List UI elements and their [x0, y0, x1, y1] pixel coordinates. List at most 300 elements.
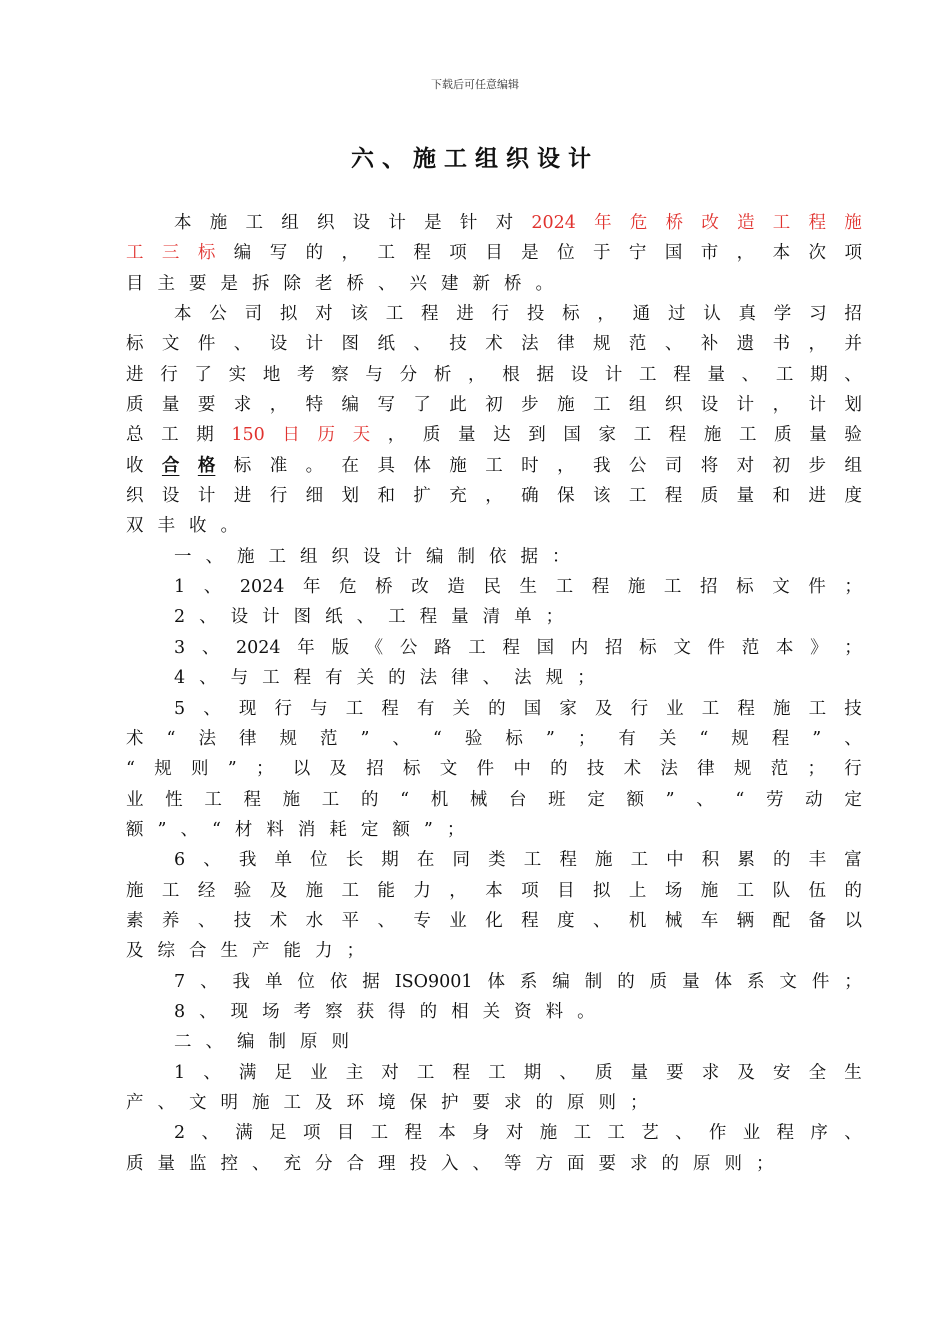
text-char: 图 [341, 334, 360, 355]
text-char: 针 [459, 213, 478, 233]
text-char: 与 [230, 668, 249, 689]
text-char: 术 [126, 728, 144, 749]
text-char: ， [449, 880, 467, 901]
text-char: 监 [189, 1153, 207, 1174]
text-char: 工 [485, 455, 503, 476]
text-char: 要 [666, 1062, 684, 1083]
text-char: 及 [737, 1062, 755, 1083]
text-char: 1 [174, 577, 186, 598]
text-char: 本 [772, 243, 791, 264]
text-char: ” [423, 819, 433, 840]
text-char: 年 [302, 577, 321, 598]
text-char: ； [545, 607, 564, 628]
text-char: 。 [220, 516, 238, 537]
text-char: 拟 [279, 304, 298, 325]
text-char: 国 [536, 637, 555, 658]
text-char: 拆 [252, 273, 270, 294]
highlight-text: 历 [317, 425, 336, 446]
text-char: 目 [126, 273, 144, 294]
text-char: 工 [468, 637, 486, 658]
text-char: 。 [535, 273, 553, 294]
text-line [126, 238, 862, 268]
text-char: 度 [844, 486, 862, 507]
text-char: 位 [310, 850, 328, 871]
text-line [126, 815, 862, 845]
text-char: 工 [630, 850, 649, 871]
text-char: 设 [363, 546, 381, 567]
text-char: 司 [244, 304, 263, 325]
text-char: 生 [220, 941, 238, 962]
text-line [126, 997, 862, 1027]
text-char: ， [736, 243, 755, 264]
text-char: 以 [292, 759, 311, 780]
text-char: 行 [844, 759, 862, 780]
text-char: 、 [741, 364, 760, 385]
text-line [126, 602, 862, 632]
text-line [126, 694, 862, 724]
text-char: 本 [485, 880, 503, 901]
text-char: 规 [592, 334, 611, 355]
text-char: 备 [808, 910, 827, 931]
text-char: 械 [664, 910, 683, 931]
text-char: 期 [810, 364, 828, 385]
text-char: 清 [482, 607, 501, 628]
text-char: 目 [485, 243, 503, 264]
text-char: 期 [381, 850, 399, 871]
text-char: 标 [126, 334, 144, 355]
text-char: ； [844, 971, 862, 992]
text-char: 要 [197, 395, 216, 416]
text-char: 施 [539, 1123, 558, 1144]
text-char: 要 [472, 1092, 490, 1113]
text-char: 施 [305, 880, 324, 901]
text-char: 组 [844, 455, 862, 476]
text-char: 境 [378, 1092, 396, 1113]
text-char: 产 [252, 941, 270, 962]
text-char: 设 [269, 334, 288, 355]
text-char: 富 [844, 850, 862, 871]
text-char: 律 [451, 668, 469, 689]
text-char: 书 [772, 334, 791, 355]
text-char: 公 [209, 304, 227, 325]
text-char: 计 [604, 364, 623, 385]
text-char: 足 [269, 1123, 287, 1144]
text-char: 施 [773, 698, 791, 719]
text-char: 市 [700, 243, 719, 264]
text-char: 本 [174, 304, 192, 325]
text-char: 的 [360, 789, 379, 810]
text-char: 项 [302, 1123, 321, 1144]
text-char: 、 [205, 1032, 223, 1053]
text-char: 对 [495, 213, 514, 233]
text-char: 工 [341, 880, 360, 901]
text-line [126, 724, 862, 754]
text-char: 范 [628, 334, 647, 355]
text-char: 程 [502, 637, 520, 658]
highlight-text: 危 [629, 213, 648, 233]
text-line [126, 1058, 862, 1088]
text-char: ， [468, 364, 486, 385]
text-char: 施 [126, 880, 144, 901]
text-char: 件 [811, 971, 830, 992]
text-char: 理 [378, 1153, 396, 1174]
text-char: 以 [844, 910, 862, 931]
text-char: 工 [573, 1123, 592, 1144]
text-char: 于 [592, 243, 611, 264]
text-char: 体 [714, 971, 732, 992]
text-char: 单 [274, 850, 292, 871]
highlight-text: 日 [282, 425, 300, 446]
text-char: 标 [505, 728, 523, 749]
text-char: 工 [523, 850, 542, 871]
text-char: 施 [703, 425, 722, 446]
text-char: 专 [413, 910, 431, 931]
text-char: 将 [700, 455, 719, 476]
text-char: 、 [252, 1153, 270, 1174]
text-char: 期 [523, 1062, 542, 1083]
text-char: 体 [487, 971, 505, 992]
text-char: 质 [774, 425, 792, 446]
text-char: 招 [844, 304, 862, 325]
text-char: 身 [472, 1123, 490, 1144]
text-line [126, 572, 862, 602]
document-body [126, 208, 862, 1179]
text-char: 对 [736, 455, 755, 476]
text-line [126, 754, 862, 784]
text-char: 到 [528, 425, 546, 446]
text-char: 的 [661, 1153, 679, 1174]
text-char: 划 [341, 486, 360, 507]
text-line [126, 633, 862, 663]
text-char: 满 [238, 1062, 257, 1083]
text-line [126, 1088, 862, 1118]
text-line [126, 1149, 862, 1179]
text-char: 定 [844, 789, 862, 810]
text-char: 了 [413, 395, 431, 416]
text-char: 量 [451, 607, 469, 628]
text-char: 标 [562, 304, 580, 325]
text-char: 施 [594, 850, 613, 871]
text-char: 程 [771, 728, 790, 749]
text-char: 求 [504, 1092, 522, 1113]
text-char: 该 [592, 486, 611, 507]
text-line [126, 542, 862, 572]
text-char: 、 [844, 1123, 862, 1144]
text-char: 机 [430, 789, 449, 810]
text-char: 特 [305, 395, 324, 416]
text-char: ， [772, 395, 791, 416]
text-char: 步 [808, 455, 827, 476]
text-char: 版 [331, 637, 349, 658]
text-char: 合 [189, 941, 207, 962]
text-char: ； [630, 1092, 648, 1113]
text-char: 此 [449, 395, 467, 416]
text-char: 及 [315, 1092, 333, 1113]
text-char: ” [157, 819, 167, 840]
text-char: “ [166, 728, 176, 749]
text-char: 工 [161, 425, 179, 446]
text-char: 建 [441, 273, 459, 294]
text-char: 量 [630, 1062, 649, 1083]
text-line [126, 967, 862, 997]
text-char: 工 [639, 364, 657, 385]
text-char: 、 [233, 334, 252, 355]
text-char: 程 [776, 1123, 795, 1144]
text-char: 及 [329, 759, 347, 780]
text-char: 原 [567, 1092, 585, 1113]
text-char: 工 [321, 789, 340, 810]
text-char: 工 [736, 880, 755, 901]
text-char: 范 [770, 759, 789, 780]
text-char: 法 [514, 668, 532, 689]
text-char: 通 [632, 304, 651, 325]
text-char: 我 [238, 850, 257, 871]
text-char: 质 [422, 425, 441, 446]
text-char: 定 [587, 789, 605, 810]
text-char: 并 [844, 334, 862, 355]
text-char: 达 [493, 425, 511, 446]
text-char: 计 [388, 213, 406, 233]
text-char: 则 [724, 1153, 742, 1174]
text-char: 体 [413, 455, 431, 476]
text-char: 技 [844, 698, 862, 719]
text-char: 班 [548, 789, 566, 810]
text-char: 保 [557, 486, 575, 507]
text-char: 程 [452, 1062, 471, 1083]
text-char: 设 [352, 213, 371, 233]
text-char: 验 [464, 728, 483, 749]
text-char: 相 [451, 1001, 469, 1022]
text-char: 施 [209, 213, 228, 233]
text-char: 素 [126, 910, 144, 931]
text-char: 组 [281, 213, 299, 233]
text-char: 程 [381, 698, 399, 719]
text-char: 长 [345, 850, 364, 871]
text-char: 求 [233, 395, 252, 416]
text-char: 编 [237, 1032, 255, 1053]
text-char: 原 [693, 1153, 711, 1174]
text-char: 控 [220, 1153, 238, 1174]
text-char: 程 [668, 425, 687, 446]
text-char: 术 [623, 759, 642, 780]
text-char: 我 [232, 971, 251, 992]
underlined-text: 格 [197, 455, 216, 476]
text-char: 的 [617, 971, 635, 992]
text-char: 进 [233, 486, 252, 507]
text-char: 、 [157, 1092, 175, 1113]
text-line [126, 481, 862, 511]
text-char: 等 [504, 1153, 522, 1174]
text-line [126, 876, 862, 906]
text-char: 程 [673, 364, 691, 385]
text-char: 工 [739, 425, 757, 446]
text-char: 项 [449, 243, 467, 264]
text-line [126, 663, 862, 693]
text-char: 要 [598, 1153, 616, 1174]
text-char: 工 [808, 698, 827, 719]
text-char: 纸 [325, 607, 343, 628]
text-char: 《 [365, 637, 384, 658]
underlined-text: 合 [161, 455, 180, 476]
text-char: 计 [262, 607, 280, 628]
text-char: 路 [434, 637, 452, 658]
text-char: 工 [416, 1062, 435, 1083]
text-char: 步 [521, 395, 539, 416]
text-char: 依 [489, 546, 507, 567]
text-char: 安 [773, 1062, 791, 1083]
text-char: 量 [161, 395, 180, 416]
text-char: 规 [545, 668, 564, 689]
text-char: 劳 [766, 789, 784, 810]
text-char: 是 [220, 273, 238, 294]
text-char: 桥 [346, 273, 364, 294]
text-char: 力 [315, 941, 333, 962]
text-char: 工 [377, 243, 395, 264]
text-char: 1 [174, 1062, 186, 1083]
text-char: 了 [194, 364, 212, 385]
text-char: 考 [293, 1001, 312, 1022]
text-char: 细 [305, 486, 324, 507]
text-char: 编 [426, 546, 444, 567]
text-char: 及 [269, 880, 288, 901]
text-char: 编 [552, 971, 570, 992]
text-char: 合 [346, 1153, 364, 1174]
text-char: 遗 [736, 334, 755, 355]
text-char: 工 [628, 486, 647, 507]
text-char: 业 [310, 1062, 328, 1083]
text-char: 程 [420, 304, 439, 325]
text-char: 习 [809, 304, 827, 325]
text-char: 计 [305, 334, 324, 355]
text-char: 8 [174, 1001, 186, 1022]
text-char: 双 [126, 516, 144, 537]
text-line [126, 390, 862, 420]
text-char: 件 [707, 637, 725, 658]
text-char: 公 [628, 455, 647, 476]
text-char: 制 [584, 971, 603, 992]
text-char: 生 [844, 1062, 862, 1083]
highlight-text: 施 [844, 213, 862, 233]
highlight-text: 工 [772, 213, 791, 233]
text-char: 、 [664, 334, 683, 355]
text-char: 拟 [592, 880, 611, 901]
text-char: 施 [282, 789, 301, 810]
text-line [126, 208, 862, 238]
text-char: 是 [521, 243, 539, 264]
text-char: 、 [201, 1123, 219, 1144]
text-char: 期 [196, 425, 214, 446]
text-char: 面 [567, 1153, 585, 1174]
text-char: 3 [174, 637, 186, 658]
text-char: 程 [591, 577, 610, 598]
text-char: 、 [844, 728, 862, 749]
text-char: 关 [356, 668, 375, 689]
text-char: 业 [742, 1123, 761, 1144]
text-char: 关 [482, 1001, 501, 1022]
text-char: 累 [737, 850, 755, 871]
text-char: 对 [315, 304, 333, 325]
text-char: 、 [203, 850, 221, 871]
highlight-text: 桥 [665, 213, 684, 233]
text-char: 工 [161, 880, 180, 901]
text-char: 兴 [409, 273, 427, 294]
text-char: 料 [545, 1001, 564, 1022]
text-char: 现 [238, 698, 257, 719]
text-char: 计 [394, 546, 412, 567]
text-char: 量 [157, 1153, 175, 1174]
text-line [126, 845, 862, 875]
highlight-text: 150 [231, 425, 265, 446]
text-char: 获 [356, 1001, 375, 1022]
text-char: 则 [331, 1032, 349, 1053]
text-char: 台 [509, 789, 527, 810]
text-char: 质 [700, 486, 719, 507]
text-char: 额 [392, 819, 410, 840]
text-char: 项 [521, 880, 539, 901]
text-char: 工 [701, 698, 720, 719]
text-char: ： [552, 546, 570, 567]
text-char: 标 [403, 759, 421, 780]
text-char: 资 [514, 1001, 532, 1022]
text-char: 考 [297, 364, 315, 385]
text-line [126, 511, 862, 541]
text-char: 、 [203, 698, 221, 719]
text-char: 、 [199, 1001, 217, 1022]
text-char: 术 [485, 334, 503, 355]
page-header-note: 下载后可任意编辑 [431, 78, 519, 91]
text-char: 、 [180, 819, 198, 840]
text-char: 充 [449, 486, 467, 507]
text-line [126, 451, 862, 481]
text-char: 料 [266, 819, 284, 840]
text-char: 工 [488, 1062, 506, 1083]
text-char: 计 [197, 486, 216, 507]
text-char: 丰 [808, 850, 827, 871]
text-char: 程 [413, 243, 431, 264]
text-char: 具 [377, 455, 395, 476]
text-char: 编 [233, 243, 252, 264]
text-char: 公 [399, 637, 418, 658]
text-char: 桥 [504, 273, 522, 294]
text-char: 、 [377, 910, 395, 931]
text-char: 程 [419, 607, 438, 628]
text-char: 和 [772, 486, 791, 507]
text-char: ISO9001 [394, 971, 473, 992]
text-char: 中 [666, 850, 684, 871]
text-char: 行 [269, 486, 288, 507]
text-char: 上 [628, 880, 647, 901]
text-char: 技 [449, 334, 467, 355]
text-char: 依 [329, 971, 348, 992]
text-char: 二 [174, 1032, 192, 1053]
text-char: 察 [331, 364, 349, 385]
text-char: 过 [667, 304, 686, 325]
text-char: 危 [339, 577, 357, 598]
text-char: 队 [772, 880, 791, 901]
text-char: 、 [592, 910, 611, 931]
text-char: 积 [701, 850, 720, 871]
text-char: “ [735, 789, 745, 810]
highlight-text: 造 [737, 213, 755, 233]
text-char: 规 [731, 728, 749, 749]
text-char: 分 [399, 364, 418, 385]
text-char: 次 [808, 243, 827, 264]
text-char: 械 [469, 789, 488, 810]
text-line [126, 1027, 862, 1057]
text-char: 据 [520, 546, 538, 567]
text-char: 除 [283, 273, 301, 294]
text-char: 则 [190, 759, 209, 780]
